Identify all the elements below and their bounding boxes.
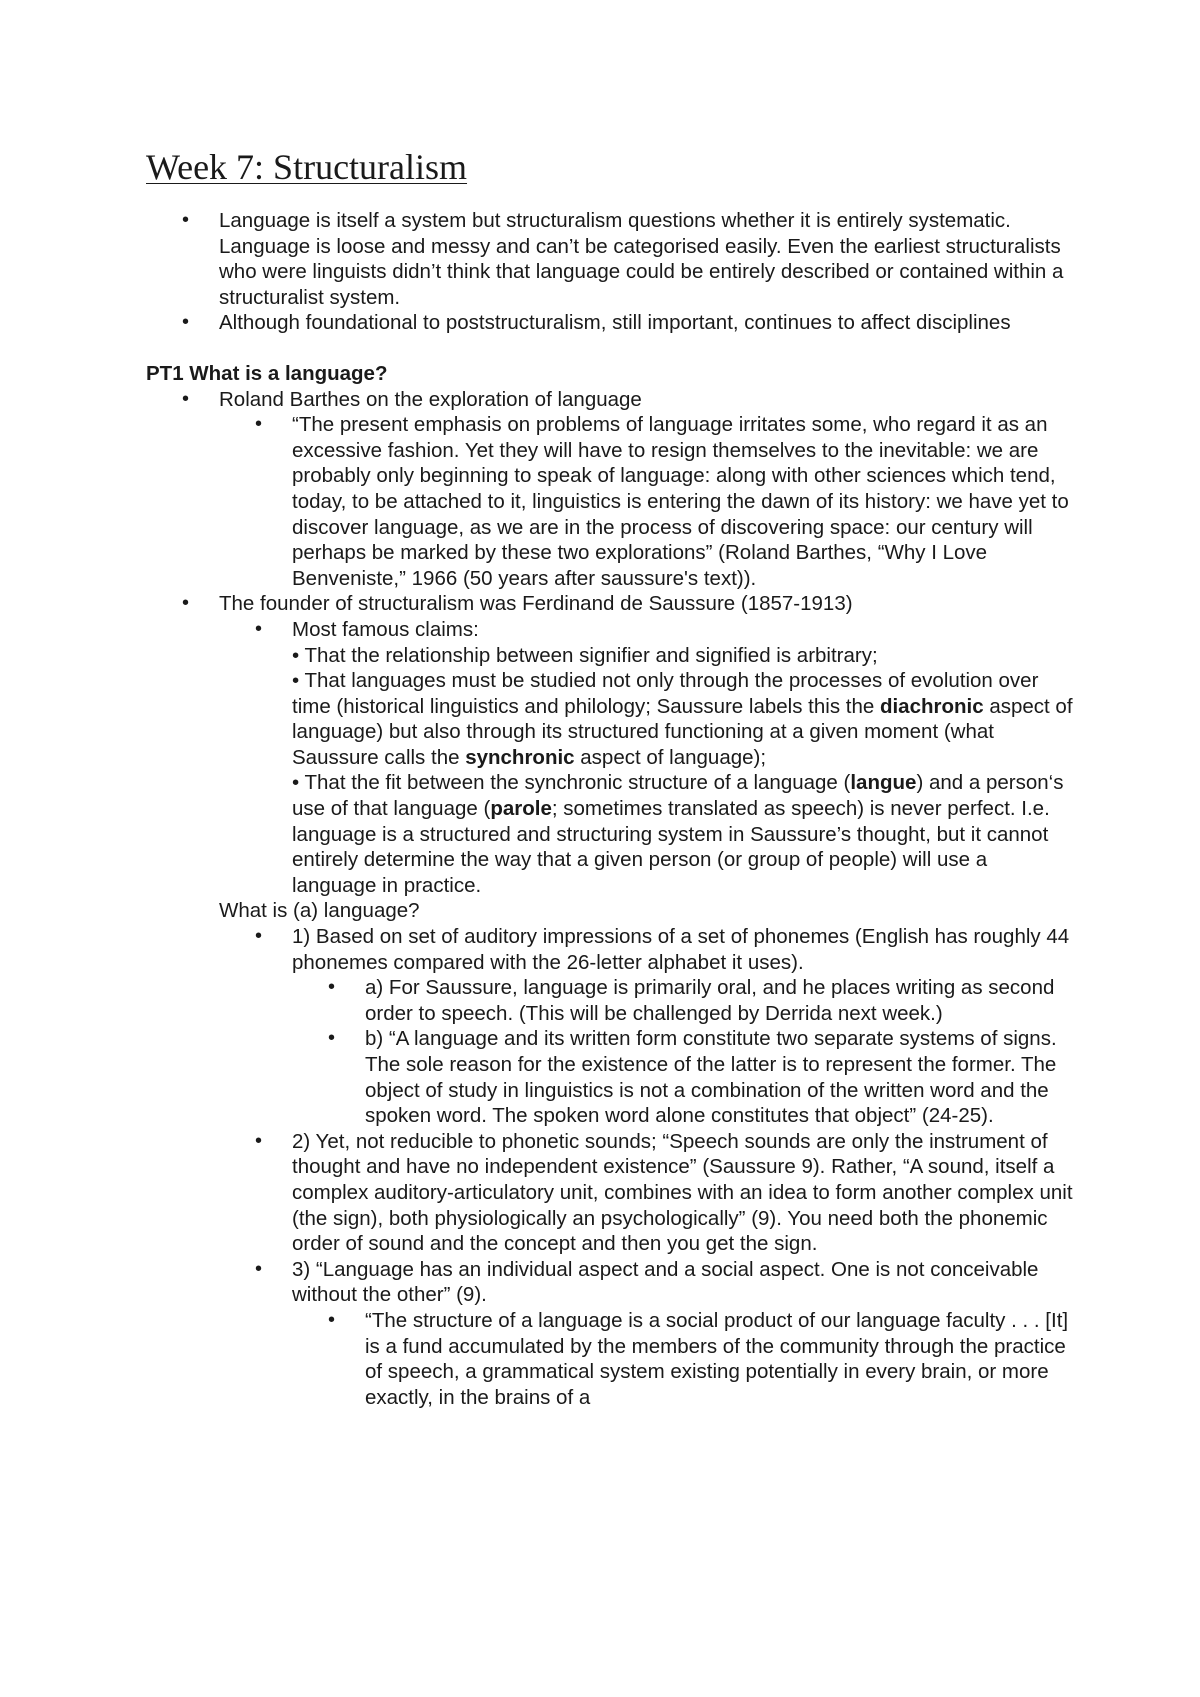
term-diachronic: diachronic [879,694,984,718]
list-item: • Language is itself a system but structuralism questions whether it is entirely systematic. Language is loose and messy and can’t be categorised easily. Even the earliest structuralists who were linguists didn’t think that language could be entirely described or contained within a structuralist system. [219,208,1076,310]
claim-text: • That the relationship between signifier and signified is arbitrary; [292,643,878,667]
list-item-text: What is (a) language? [219,899,420,923]
list-item [292,924,1076,1129]
document-body [146,208,1076,1410]
sub-sub-list [292,1308,1076,1410]
list-item-text: 1) Based on set of auditory impressions of a set of phonemes (English has roughly 44 phonemes compared with the 26-letter alphabet it uses). [292,925,1070,974]
quote-item: • “The present emphasis on problems of language irritates some, who regard it as an excessive fashion. Yet they will have to resign themselves to the inevitable: we are probably only beginning to speak of language: along with other sciences which tend, today, to be attached to it, linguistics is entering the dawn of its history: we have yet to discover language, as we are in the process of discovering space: our century will perhaps be marked by these two explorations” (Roland Barthes, “Why I Love Benveniste,” 1966 (50 years after saussure's text)). [292,412,1076,591]
list-item [292,617,1076,899]
intro-list [146,208,1076,336]
list-item: • 2) Yet, not reducible to phonetic sounds; “Speech sounds are only the instrument of thought and have no independent existence” (Saussure 9). Rather, “A sound, itself a complex auditory-articulatory unit, combines with an idea to form another complex unit (the sign), both physiologically an psychologically” (9). You need both the phonemic order of sound and the concept and then you get the sign. [292,1129,1076,1257]
list-item: • a) For Saussure, language is primarily oral, and he places writing as second order to speech. (This will be challenged by Derrida next week.) [365,975,1076,1026]
list-item-text: 3) “Language has an individual aspect and a social aspect. One is not conceivable without the other” (9). [292,1257,1039,1307]
term-parole: parole [490,797,552,821]
list-item [219,387,1076,592]
list-item: • b) “A language and its written form constitute two separate systems of signs. The sole reason for the existence of the latter is to represent the former. The object of study in linguistics is not a combination of the written word and the spoken word. The spoken word alone constitutes that object” (24-25). [365,1026,1076,1128]
list-item-text: Roland Barthes on the exploration of language [219,387,642,411]
section-list [146,387,1076,1411]
sub-list [219,617,1076,899]
list-item: • Although foundational to poststructuralism, still important, continues to affect disciplines [219,310,1076,336]
sub-list [219,924,1076,1410]
claims-label: • Most famous claims: [292,617,479,641]
list-item: • “The structure of a language is a social product of our language faculty . . . [It] is a fund accumulated by the members of the community through the practice of speech, a grammatical system existing potentially in every brain, or more exactly, in the brains of a [365,1308,1076,1410]
term-langue: langue [850,771,917,795]
claim-text: • That languages must be studied not only through the processes of evolution over time (historical linguistics and philology; Saussure labels this the diachronic aspect of language) but also through its structured functioning at a given moment (what Saussure calls the synchronic aspect of language); [292,669,1073,769]
term-synchronic: synchronic [465,745,575,769]
page-title: Week 7: Structuralism [146,147,468,187]
list-item-text: The founder of structuralism was Ferdinand de Saussure (1857-1913) [219,592,853,616]
section-heading: PT1 What is a language? [146,361,388,385]
list-item [292,1257,1076,1411]
list-item [219,898,1076,1410]
sub-list [219,412,1076,591]
list-item [219,591,1076,898]
sub-sub-list [292,975,1076,1129]
claim-text: • That the fit between the synchronic structure of a language (langue) and a person‘s use of that language (parole; sometimes translated as speech) is never perfect. I.e. language is a structured and structuring system in Saussure’s thought, but it cannot entirely determine the way that a given person (or group of people) will use a language in practice. [292,771,1064,897]
